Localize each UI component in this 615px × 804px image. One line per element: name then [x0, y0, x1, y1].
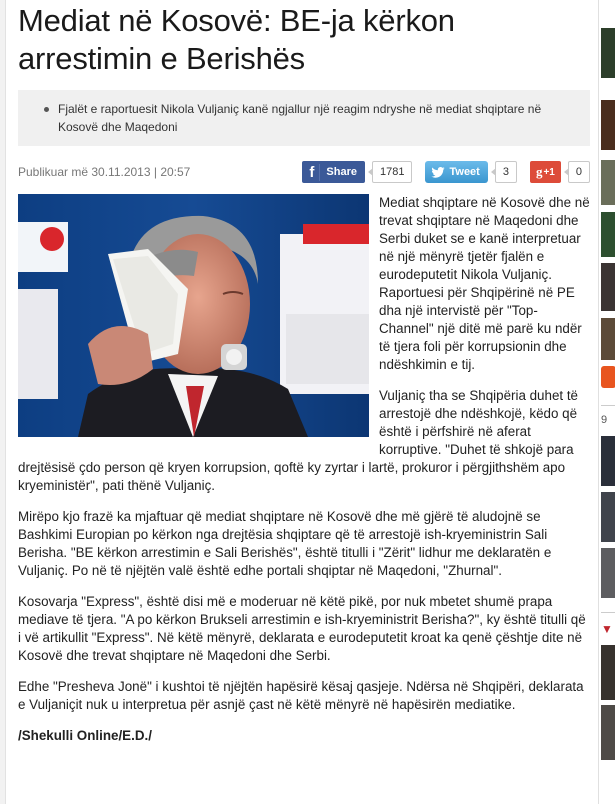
sidebar-thumbnail[interactable] — [601, 705, 615, 760]
meta-row — [18, 160, 590, 184]
facebook-icon: f — [306, 164, 320, 181]
gplus-count: 0 — [568, 161, 590, 183]
sidebar-thumbnail[interactable] — [601, 100, 615, 150]
page-left-border — [0, 0, 6, 804]
sidebar-thumbnail[interactable] — [601, 263, 615, 311]
article-photo-image — [18, 194, 369, 437]
sidebar-thumbnail[interactable] — [601, 318, 615, 360]
article-summary-box — [18, 90, 590, 146]
twitter-tweet-button[interactable] — [425, 161, 487, 183]
twitter-tweet-label: Tweet — [449, 166, 480, 178]
article-paragraph: Kosovarja "Express", është disi më e moderuar në këtë pikë, por nuk mbetet shumë prapa mediave të tjera. "A po kërkon Brukseli arrestimin e ish-kryeministrit Berisha?", ky është titulli që i vë artikullit "Express". Në këtë mënyrë, deklarata e eurodeputetit kroat ka qenë çështje dite në Kosovë dhe trevat shqiptare në Maqedoni dhe Serbi. — [18, 594, 586, 663]
article-paragraph: Mirëpo kjo frazë ka mjaftuar që mediat shqiptare në Kosovë dhe më gjërë të aludojnë se Bashkimi Europian po kërkon nga drejtësia shqiptare që të arrestojë ish-kryeministrin Sali Berisha. "BE kërkon arrestimin e Sali Berishës", është titulli i "Zërit" lidhur me deklaratën e Vuljaniç. Po në të njëjtën valë është edhe portali shqiptar në Maqedoni, "Zhurnal". — [18, 509, 552, 578]
sidebar-sliver — [598, 0, 615, 804]
facebook-share-label: Share — [326, 166, 357, 178]
gplus-icon: g — [535, 164, 543, 179]
gplus-button[interactable] — [530, 161, 561, 183]
sidebar-thumbnail[interactable] — [601, 436, 615, 486]
twitter-tweet-count: 3 — [495, 161, 517, 183]
article-paragraph: Vuljaniç tha se Shqipëria duhet të arrestojë dhe ndëshkojë, këdo që është i përfshirë në aferat korruptive. "Duhet të shkojë para drejtësisë çdo person që kryen korrupsion, qoftë ky zyrtar i lartë, prokuror i përgjithshëm apo kryeministër", pati thënë Vuljaniç. — [18, 388, 579, 493]
bullet-icon — [44, 107, 49, 112]
sidebar-thumbnail[interactable] — [601, 645, 615, 700]
sidebar-thumbnail[interactable] — [601, 160, 615, 205]
sidebar-divider — [601, 405, 615, 406]
publish-date: Publikuar më 30.11.2013 | 20:57 — [18, 165, 191, 179]
facebook-share-count: 1781 — [372, 161, 412, 183]
sidebar-thumbnail[interactable] — [601, 548, 615, 598]
sidebar-thumbnail[interactable] — [601, 212, 615, 257]
article-headline: Mediat në Kosovë: BE-ja kërkon arrestimin e Berishës — [18, 3, 455, 76]
sidebar-badge[interactable] — [601, 366, 615, 388]
twitter-bird-icon — [431, 167, 445, 178]
share-buttons — [302, 161, 590, 183]
gplus-label: +1 — [543, 166, 555, 178]
article-paragraph: Edhe "Presheva Jonë" i kushtoi të njëjtën hapësirë kësaj qasjeje. Ndërsa në Shqipëri, deklarata e Vuljaniçit nuk u interpretua për asnjë çast në këtë mënyrë në hapësirën mediatike. — [18, 679, 584, 712]
article-body — [18, 194, 590, 745]
article-photo — [18, 194, 369, 437]
sidebar-thumbnail[interactable] — [601, 28, 615, 78]
article-signature: /Shekulli Online/E.D./ — [18, 728, 152, 743]
sidebar-fragment-text: 9 — [601, 414, 608, 426]
facebook-share-button[interactable] — [302, 161, 365, 183]
article-summary-text: Fjalët e raportuesit Nikola Vuljaniç kanë ngjallur një reagim ndryshe në mediat shqiptare në Kosovë dhe Maqedoni — [58, 102, 542, 134]
sidebar-divider — [601, 612, 615, 613]
sidebar-thumbnail[interactable] — [601, 492, 615, 542]
article — [18, 0, 590, 758]
article-paragraph: Mediat shqiptare në Kosovë dhe në trevat shqiptare në Maqedoni dhe Serbi duket se e kanë interpretuar në një mënyrë tjetër fjalën e eurodeputetit Nikola Vuljaniç. Raportuesi për Shqipërinë në PE dha një intervistë për "Top-Channel" një ditë më parë ku ndër të tjera foli për korrupsionin dhe ndëshkimin e tij. — [379, 195, 590, 372]
sidebar-arrow-icon: ▼ — [601, 622, 613, 636]
